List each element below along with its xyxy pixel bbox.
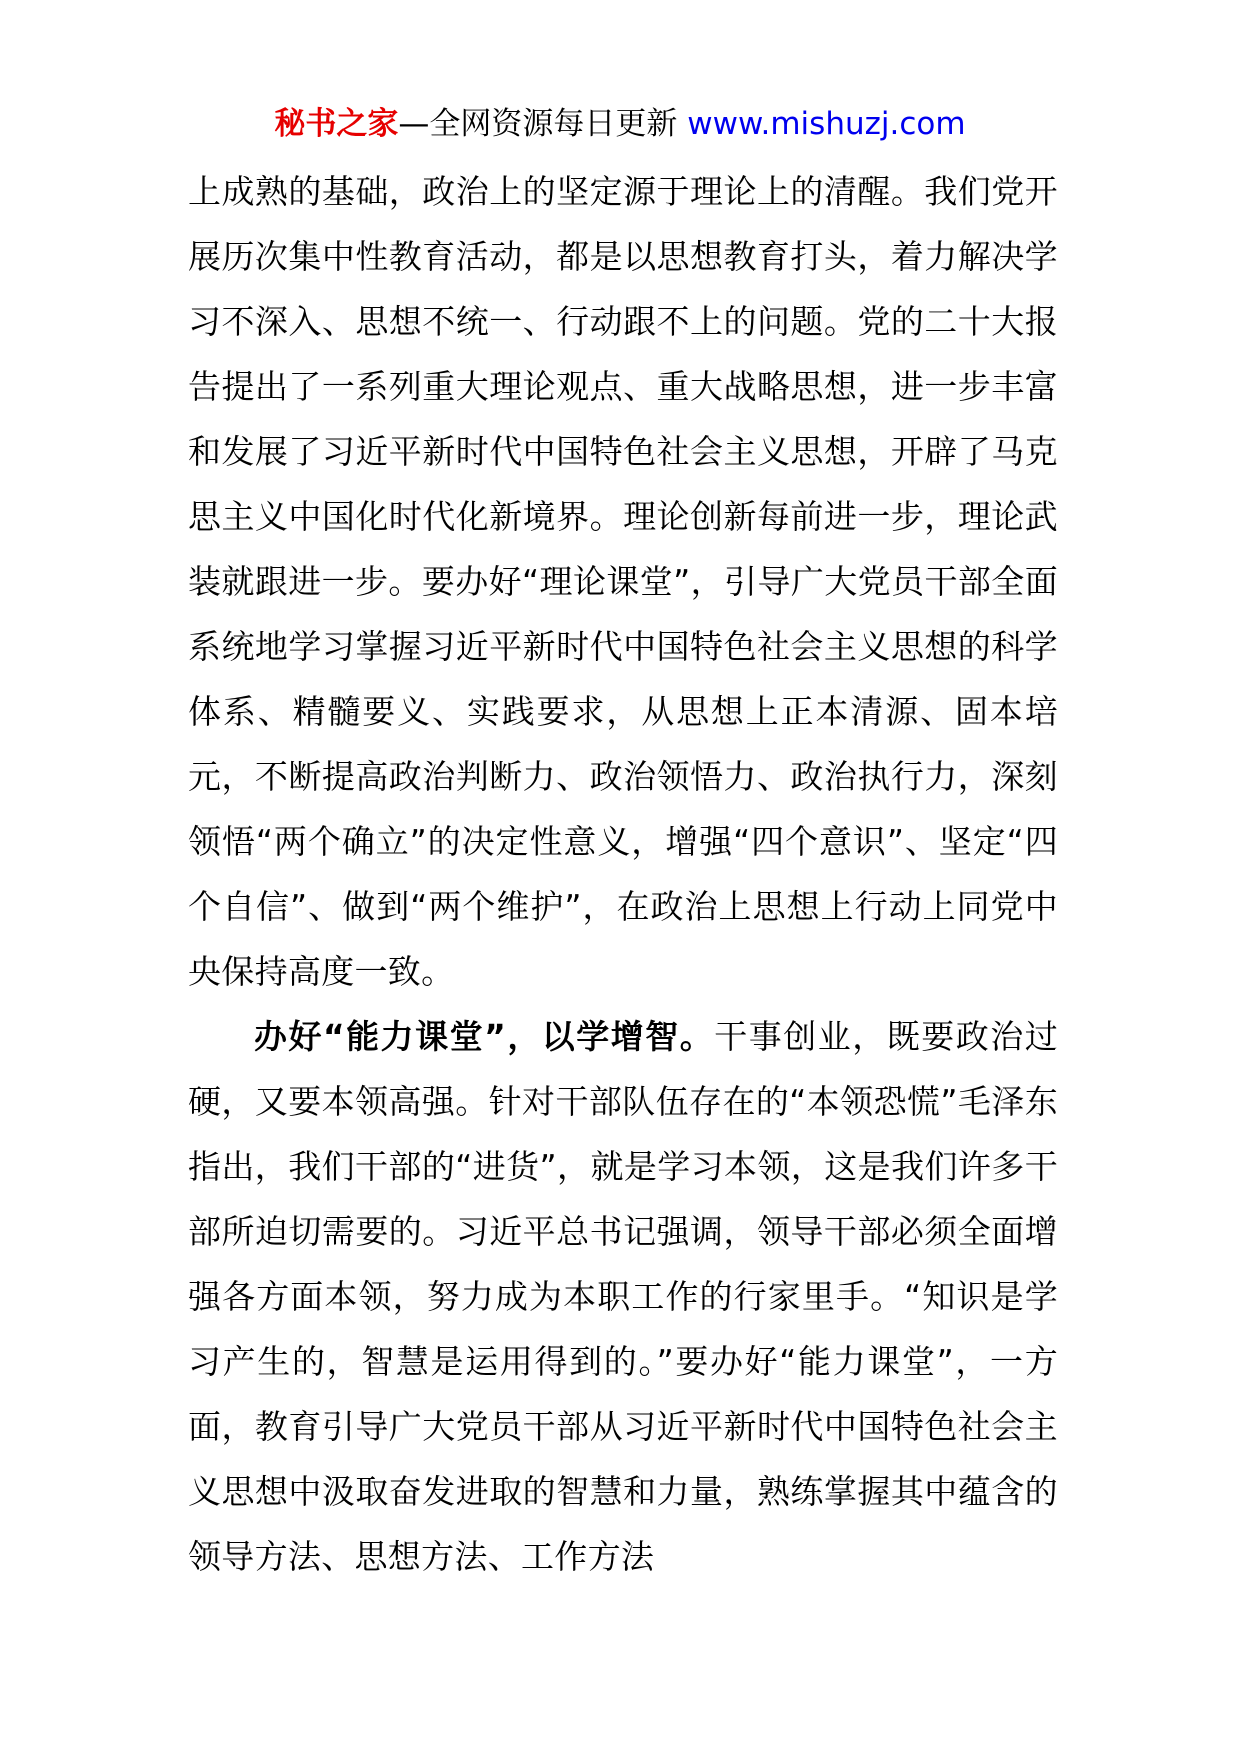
- site-header: [0, 100, 1240, 148]
- paragraph-lead-heading: 办好“能力课堂”，以学增智。: [254, 1017, 715, 1056]
- site-url-link[interactable]: www.mishuzj.com: [687, 106, 966, 142]
- paragraph-text: 上成熟的基础，政治上的坚定源于理论上的清醒。我们党开展历次集中性教育活动，都是以思想教育打头，着力解决学习不深入、思想不统一、行动跟不上的问题。党的二十大报告提出了一系列重大理论观点、重大战略思想，进一步丰富和发展了习近平新时代中国特色社会主义思想，开辟了马克思主义中国化时代化新境界。理论创新每前进一步，理论武装就跟进一步。要办好“理论课堂”，引导广大党员干部全面系统地学习掌握习近平新时代中国特色社会主义思想的科学体系、精髓要义、实践要求，从思想上正本清源、固本培元，不断提高政治判断力、政治领悟力、政治执行力，深刻领悟“两个确立”的决定性意义，增强“四个意识”、坚定“四个自信”、做到“两个维护”，在政治上思想上行动上同党中央保持高度一致。: [188, 172, 1058, 991]
- paragraph-text: 干事创业，既要政治过硬，又要本领高强。针对干部队伍存在的“本领恐慌”毛泽东指出，我们干部的“进货”，就是学习本领，这是我们许多干部所迫切需要的。习近平总书记强调，领导干部必须全面增强各方面本领，努力成为本职工作的行家里手。“知识是学习产生的，智慧是运用得到的。”要办好“能力课堂”，一方面，教育引导广大党员干部从习近平新时代中国特色社会主义思想中汲取奋发进取的智慧和力量，熟练掌握其中蕴含的领导方法、思想方法、工作方法: [188, 1017, 1059, 1576]
- paragraph-ability-classroom: [188, 1004, 1058, 1589]
- site-brand: 秘书之家: [274, 106, 399, 142]
- site-slogan: —全网资源每日更新: [398, 106, 688, 142]
- paragraph-continuation: [188, 159, 1058, 1004]
- document-body: [188, 159, 1058, 1589]
